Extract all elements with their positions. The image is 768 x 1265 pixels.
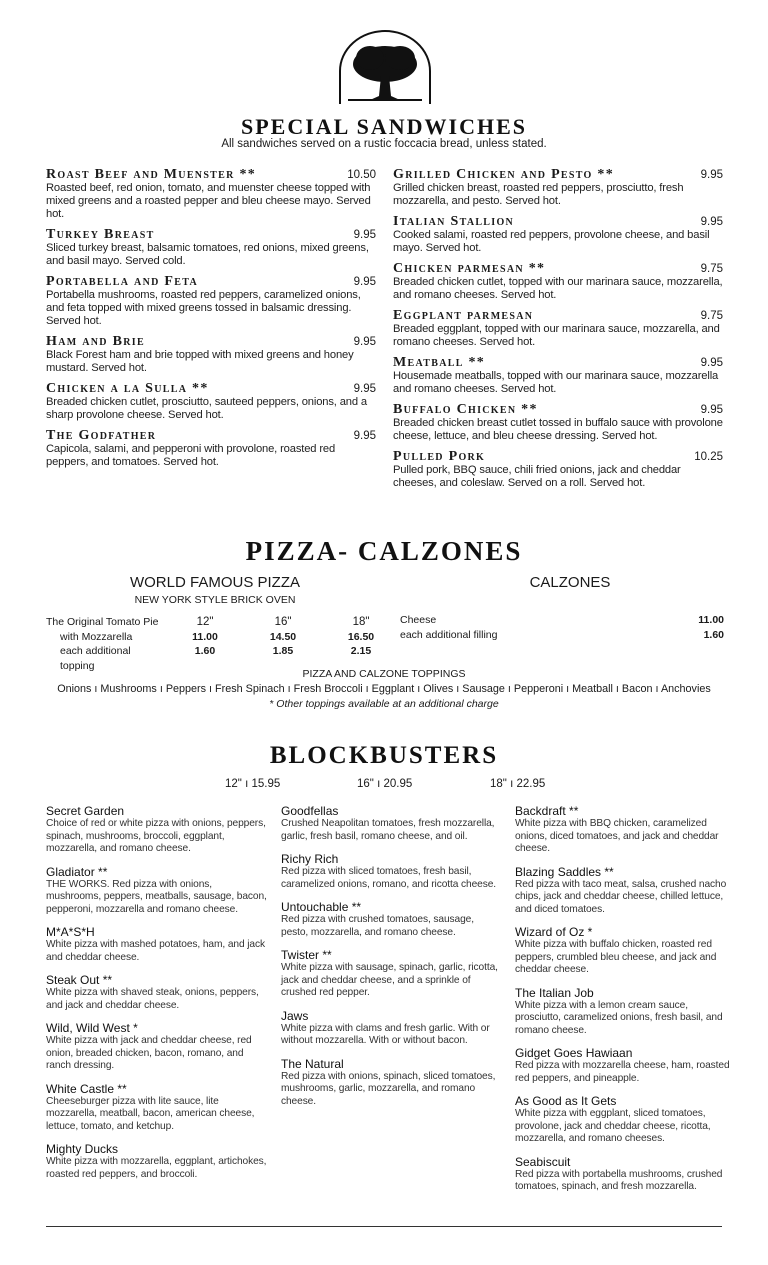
blockbuster-name: Gladiator **: [46, 864, 108, 879]
blockbuster-name: Seabiscuit: [515, 1154, 571, 1169]
pizza-heading: WORLD FAMOUS PIZZA: [129, 574, 300, 591]
blockbuster-name: Mighty Ducks: [46, 1142, 119, 1156]
blockbuster-name: Untouchable **: [281, 900, 362, 914]
blockbuster-item: [515, 804, 730, 856]
blockbuster-description: White pizza with mashed potatoes, ham, and jack and cheddar cheese.: [46, 939, 265, 963]
sandwich-price: 9.95: [353, 383, 376, 395]
sandwich-header: [393, 450, 723, 464]
blockbuster-description: White pizza with shaved steak, onions, peppers, and jack and cheddar cheese.: [46, 987, 259, 1011]
sandwich-item: [46, 429, 376, 469]
sandwich-item: [393, 403, 723, 443]
pizza-price: 11.00: [192, 630, 218, 643]
blockbuster-description: Red pizza with portabella mushrooms, crushed tomatoes, spinach, and fresh mozzarella.: [515, 1168, 723, 1192]
blockbuster-item: [46, 925, 268, 964]
calzone-price: 1.60: [703, 628, 724, 641]
calzone-price-row: [400, 613, 724, 628]
sandwiches-title: SPECIAL SANDWICHES: [240, 114, 527, 139]
toppings-note: * Other toppings available at an additional charge: [269, 698, 499, 710]
pizza-price: 12": [196, 616, 214, 628]
sandwich-name: Italian Stallion: [393, 214, 515, 229]
blockbuster-name: Twister **: [281, 948, 332, 962]
pizza-price: 16": [274, 616, 292, 628]
sandwich-item: [46, 228, 376, 268]
blockbuster-description: Red pizza with taco meat, salsa, crushed nacho chips, jack and cheddar cheese, chilled lettuce, and diced tomatoes.: [515, 878, 727, 915]
blockbuster-item: [46, 865, 268, 917]
sandwich-header: [393, 262, 723, 276]
blockbusters-column-3: [515, 804, 730, 1203]
sandwich-item: [393, 356, 723, 396]
sandwich-name: Grilled Chicken and Pesto **: [393, 167, 615, 182]
pizza-calzones-title: PIZZA- CALZONES: [245, 536, 523, 566]
blockbuster-description: Crushed Neapolitan tomatoes, fresh mozzarella, garlic, fresh basil, romano cheese, and oil.: [281, 818, 495, 842]
sandwich-header: [393, 168, 723, 182]
blockbuster-name: Jaws: [281, 1008, 309, 1023]
sandwich-description: Breaded chicken breast cutlet tossed in buffalo sauce with provolone cheese, lettuce, and bleu cheese dressing. Served hot.: [393, 417, 723, 442]
blockbuster-item: [46, 1082, 268, 1134]
blockbuster-item: [281, 804, 503, 843]
blockbuster-item: [46, 973, 268, 1012]
blockbuster-name: Wizard of Oz *: [515, 925, 593, 939]
sandwich-price: 10.50: [347, 169, 376, 181]
sandwich-header: [46, 275, 376, 289]
blockbuster-description: Red pizza with mozzarella cheese, ham, roasted red peppers, and pineapple.: [515, 1060, 730, 1084]
sandwich-header: [46, 168, 376, 182]
blockbuster-item: [515, 986, 730, 1038]
pizza-row-label: The Original Tomato Pie: [46, 616, 159, 628]
sandwich-name: Turkey Breast: [46, 227, 155, 242]
sandwich-name: Buffalo Chicken **: [393, 402, 538, 417]
calzone-price-row: [400, 628, 724, 643]
blockbuster-name: Goodfellas: [281, 804, 339, 818]
blockbusters-column-1: [46, 804, 268, 1190]
sandwich-item: [393, 168, 723, 208]
sandwich-header: [393, 356, 723, 370]
sandwich-header: [46, 228, 376, 242]
blockbuster-name: M*A*S*H: [46, 925, 95, 939]
pizza-row-label: each additional topping: [60, 645, 131, 672]
blockbuster-description: White pizza with a lemon cream sauce, prosciutto, caramelized onions, fresh basil, and romano cheese.: [515, 999, 723, 1036]
sandwich-item: [393, 309, 723, 349]
calzone-row-label: each additional filling: [400, 628, 498, 641]
pizza-price: 1.60: [194, 645, 216, 657]
sandwich-header: [393, 215, 723, 229]
pizza-price: 1.85: [272, 645, 294, 657]
blockbuster-item: [515, 865, 730, 917]
sandwich-description: Sliced turkey breast, balsamic tomatoes, red onions, mixed greens, and basil mayo. Served cold.: [46, 242, 369, 267]
blockbuster-item: [281, 1057, 503, 1109]
pizza-price: 14.50: [269, 630, 297, 643]
pizza-price-row: [46, 630, 400, 645]
blockbuster-item: [46, 804, 268, 856]
blockbuster-name: Richy Rich: [281, 852, 339, 866]
sandwich-description: Breaded eggplant, topped with our marinara sauce, mozzarella, and romano cheeses. Served hot.: [393, 323, 720, 348]
blockbuster-description: White pizza with jack and cheddar cheese, red onion, breaded chicken, bacon, romano, and ranch dressing.: [46, 1035, 252, 1071]
sandwiches-right-column: [393, 168, 723, 497]
price-18-inch: 18" ı 22.95: [490, 778, 546, 790]
blockbuster-item: [515, 1155, 730, 1194]
pizza-price: 2.15: [350, 645, 372, 657]
sandwich-name: Roast Beef and Muenster **: [46, 167, 257, 182]
blockbuster-name: Gidget Goes Hawiaan: [515, 1046, 633, 1060]
sandwich-description: Pulled pork, BBQ sauce, chili fried onions, jack and cheddar cheeses, and coleslaw. Served on a roll. Served hot.: [393, 464, 681, 489]
sandwich-header: [46, 382, 376, 396]
blockbuster-item: [281, 948, 503, 1000]
price-12-inch: 12" ı 15.95: [225, 778, 281, 790]
sandwich-item: [46, 168, 376, 221]
sandwich-name: Ham and Brie: [46, 334, 145, 349]
blockbuster-item: [515, 1094, 730, 1146]
sandwich-item: [46, 382, 376, 422]
sandwich-item: [393, 262, 723, 302]
sandwich-name: Chicken a la Sulla **: [46, 381, 209, 396]
sandwich-name: Pulled Pork: [393, 449, 486, 464]
sandwich-price: 9.95: [353, 336, 376, 348]
calzone-price-table: [400, 613, 724, 642]
blockbuster-description: Choice of red or white pizza with onions, peppers, spinach, mushrooms, broccoli, eggplant, mozzarella, and romano cheese.: [46, 818, 266, 854]
calzones-heading: CALZONES: [529, 574, 611, 591]
blockbuster-item: [46, 1021, 268, 1073]
sandwich-name: Eggplant parmesan: [393, 308, 534, 323]
sandwich-description: Breaded chicken cutlet, prosciutto, sauteed peppers, onions, and a sharp provolone cheese. Served hot.: [46, 396, 367, 421]
pizza-row-label: with Mozzarella: [60, 630, 133, 643]
sandwich-header: [393, 309, 723, 323]
blockbuster-description: Red pizza with crushed tomatoes, sausage, pesto, mozzarella, and romano cheese.: [281, 914, 474, 938]
blockbuster-name: Secret Garden: [46, 804, 125, 818]
blockbuster-item: [515, 1046, 730, 1085]
blockbuster-description: White pizza with BBQ chicken, caramelized onions, diced tomatoes, and jack and cheddar cheese.: [515, 818, 719, 854]
blockbuster-name: White Castle **: [46, 1081, 127, 1096]
tree-logo: [330, 26, 440, 106]
pizza-price-table: [46, 615, 400, 673]
sandwich-name: Chicken parmesan **: [393, 261, 546, 276]
sandwiches-left-column: [46, 168, 376, 476]
sandwich-description: Portabella mushrooms, roasted red peppers, caramelized onions, and feta topped with mixed greens tossed in balsamic dressing. Served hot.: [46, 289, 361, 327]
blockbuster-item: [281, 852, 503, 891]
sandwich-description: Cooked salami, roasted red peppers, provolone cheese, and basil mayo. Served hot.: [393, 229, 710, 254]
sandwich-header: [46, 335, 376, 349]
toppings-heading: PIZZA AND CALZONE TOPPINGS: [302, 668, 466, 680]
blockbuster-item: [281, 900, 503, 939]
sandwich-item: [46, 275, 376, 328]
sandwich-description: Breaded chicken cutlet, topped with our marinara sauce, mozzarella, and romano cheeses. Served hot.: [393, 276, 723, 301]
sandwich-name: Portabella and Feta: [46, 274, 198, 289]
blockbuster-description: White pizza with eggplant, sliced tomatoes, provolone, jack and cheddar cheese, ricotta, mozzarella, and romano cheeses.: [515, 1108, 711, 1144]
sandwich-name: The Godfather: [46, 428, 157, 443]
blockbuster-item: [281, 1009, 503, 1048]
sandwich-description: Roasted beef, red onion, tomato, and muenster cheese topped with mixed greens and a roasted pepper and bleu cheese mayo. Served hot.: [46, 182, 371, 220]
blockbuster-name: Wild, Wild West *: [46, 1021, 138, 1035]
sandwich-price: 9.95: [353, 430, 376, 442]
blockbuster-description: Cheeseburger pizza with lite sauce, lite mozzarella, meatball, bacon, american cheese, lettuce, tomato, and ketchup.: [46, 1095, 255, 1132]
blockbuster-description: Red pizza with sliced tomatoes, fresh basil, caramelized onions, romano, and ricotta cheese.: [281, 866, 497, 890]
sandwich-price: 9.95: [700, 169, 723, 181]
calzone-price: 11.00: [698, 614, 724, 626]
sandwich-price: 10.25: [694, 451, 723, 463]
sandwich-header: [393, 403, 723, 417]
calzone-row-label: Cheese: [400, 614, 437, 626]
blockbuster-description: Red pizza with onions, spinach, sliced tomatoes, mushrooms, garlic, mozzarella, and romano cheese.: [281, 1070, 496, 1107]
blockbuster-description: White pizza with sausage, spinach, garlic, ricotta, jack and cheddar cheese, and a sprinkle of crushed red pepper.: [281, 962, 498, 998]
sandwich-description: Black Forest ham and brie topped with mixed greens and honey mustard. Served hot.: [46, 349, 354, 374]
blockbuster-name: Backdraft **: [515, 804, 579, 818]
blockbuster-description: White pizza with mozzarella, eggplant, artichokes, roasted red peppers, and broccoli.: [46, 1156, 267, 1180]
blockbuster-name: Steak Out **: [46, 973, 113, 987]
toppings-list: Onions ı Mushrooms ı Peppers ı Fresh Spinach ı Fresh Broccoli ı Eggplant ı Olives ı Sausage ı Pepperoni ı Meatball ı Bacon ı Anchovies: [57, 683, 711, 695]
blockbuster-name: The Italian Job: [515, 985, 594, 1000]
pizza-subheading: NEW YORK STYLE BRICK OVEN: [134, 594, 296, 606]
pizza-price: 18": [352, 616, 370, 628]
sandwich-price: 9.95: [353, 276, 376, 288]
sandwich-name: Meatball **: [393, 355, 486, 370]
pizza-price-row: [46, 615, 400, 630]
pizza-price: 16.50: [347, 630, 375, 643]
blockbuster-name: Blazing Saddles **: [515, 864, 614, 879]
sandwiches-subtitle: All sandwiches served on a rustic foccacia bread, unless stated.: [221, 138, 547, 150]
sandwich-header: [46, 429, 376, 443]
price-16-inch: 16" ı 20.95: [357, 778, 413, 790]
sandwich-price: 9.75: [700, 263, 723, 275]
bottom-divider: [46, 1226, 722, 1227]
blockbuster-item: [515, 925, 730, 977]
sandwich-price: 9.95: [700, 357, 723, 369]
blockbuster-item: [46, 1142, 268, 1181]
sandwich-item: [46, 335, 376, 375]
sandwich-price: 9.75: [700, 310, 723, 322]
sandwich-item: [393, 215, 723, 255]
blockbuster-description: THE WORKS. Red pizza with onions, mushrooms, peppers, meatballs, sausage, bacon, pepperoni, mozzarella and romano cheese.: [46, 878, 267, 915]
sandwich-price: 9.95: [353, 229, 376, 241]
blockbuster-name: As Good as It Gets: [515, 1094, 617, 1108]
blockbuster-description: White pizza with clams and fresh garlic. With or without mozzarella. With or without bacon.: [281, 1022, 490, 1046]
blockbusters-title: BLOCKBUSTERS: [269, 742, 499, 769]
sandwich-description: Housemade meatballs, topped with our marinara sauce, mozzarella and romano cheeses. Served hot.: [393, 370, 719, 395]
sandwich-price: 9.95: [700, 216, 723, 228]
sandwich-description: Capicola, salami, and pepperoni with provolone, roasted red peppers, and tomatoes. Served hot.: [46, 443, 336, 468]
sandwich-price: 9.95: [700, 404, 723, 416]
blockbuster-description: White pizza with buffalo chicken, roasted red peppers, crumbled bleu cheese, and jack and cheddar cheese.: [515, 939, 717, 975]
sandwich-description: Grilled chicken breast, roasted red peppers, prosciutto, fresh mozzarella, and pesto. Served hot.: [393, 182, 684, 207]
sandwich-item: [393, 450, 723, 490]
blockbuster-name: The Natural: [281, 1056, 344, 1071]
blockbusters-column-2: [281, 804, 503, 1117]
